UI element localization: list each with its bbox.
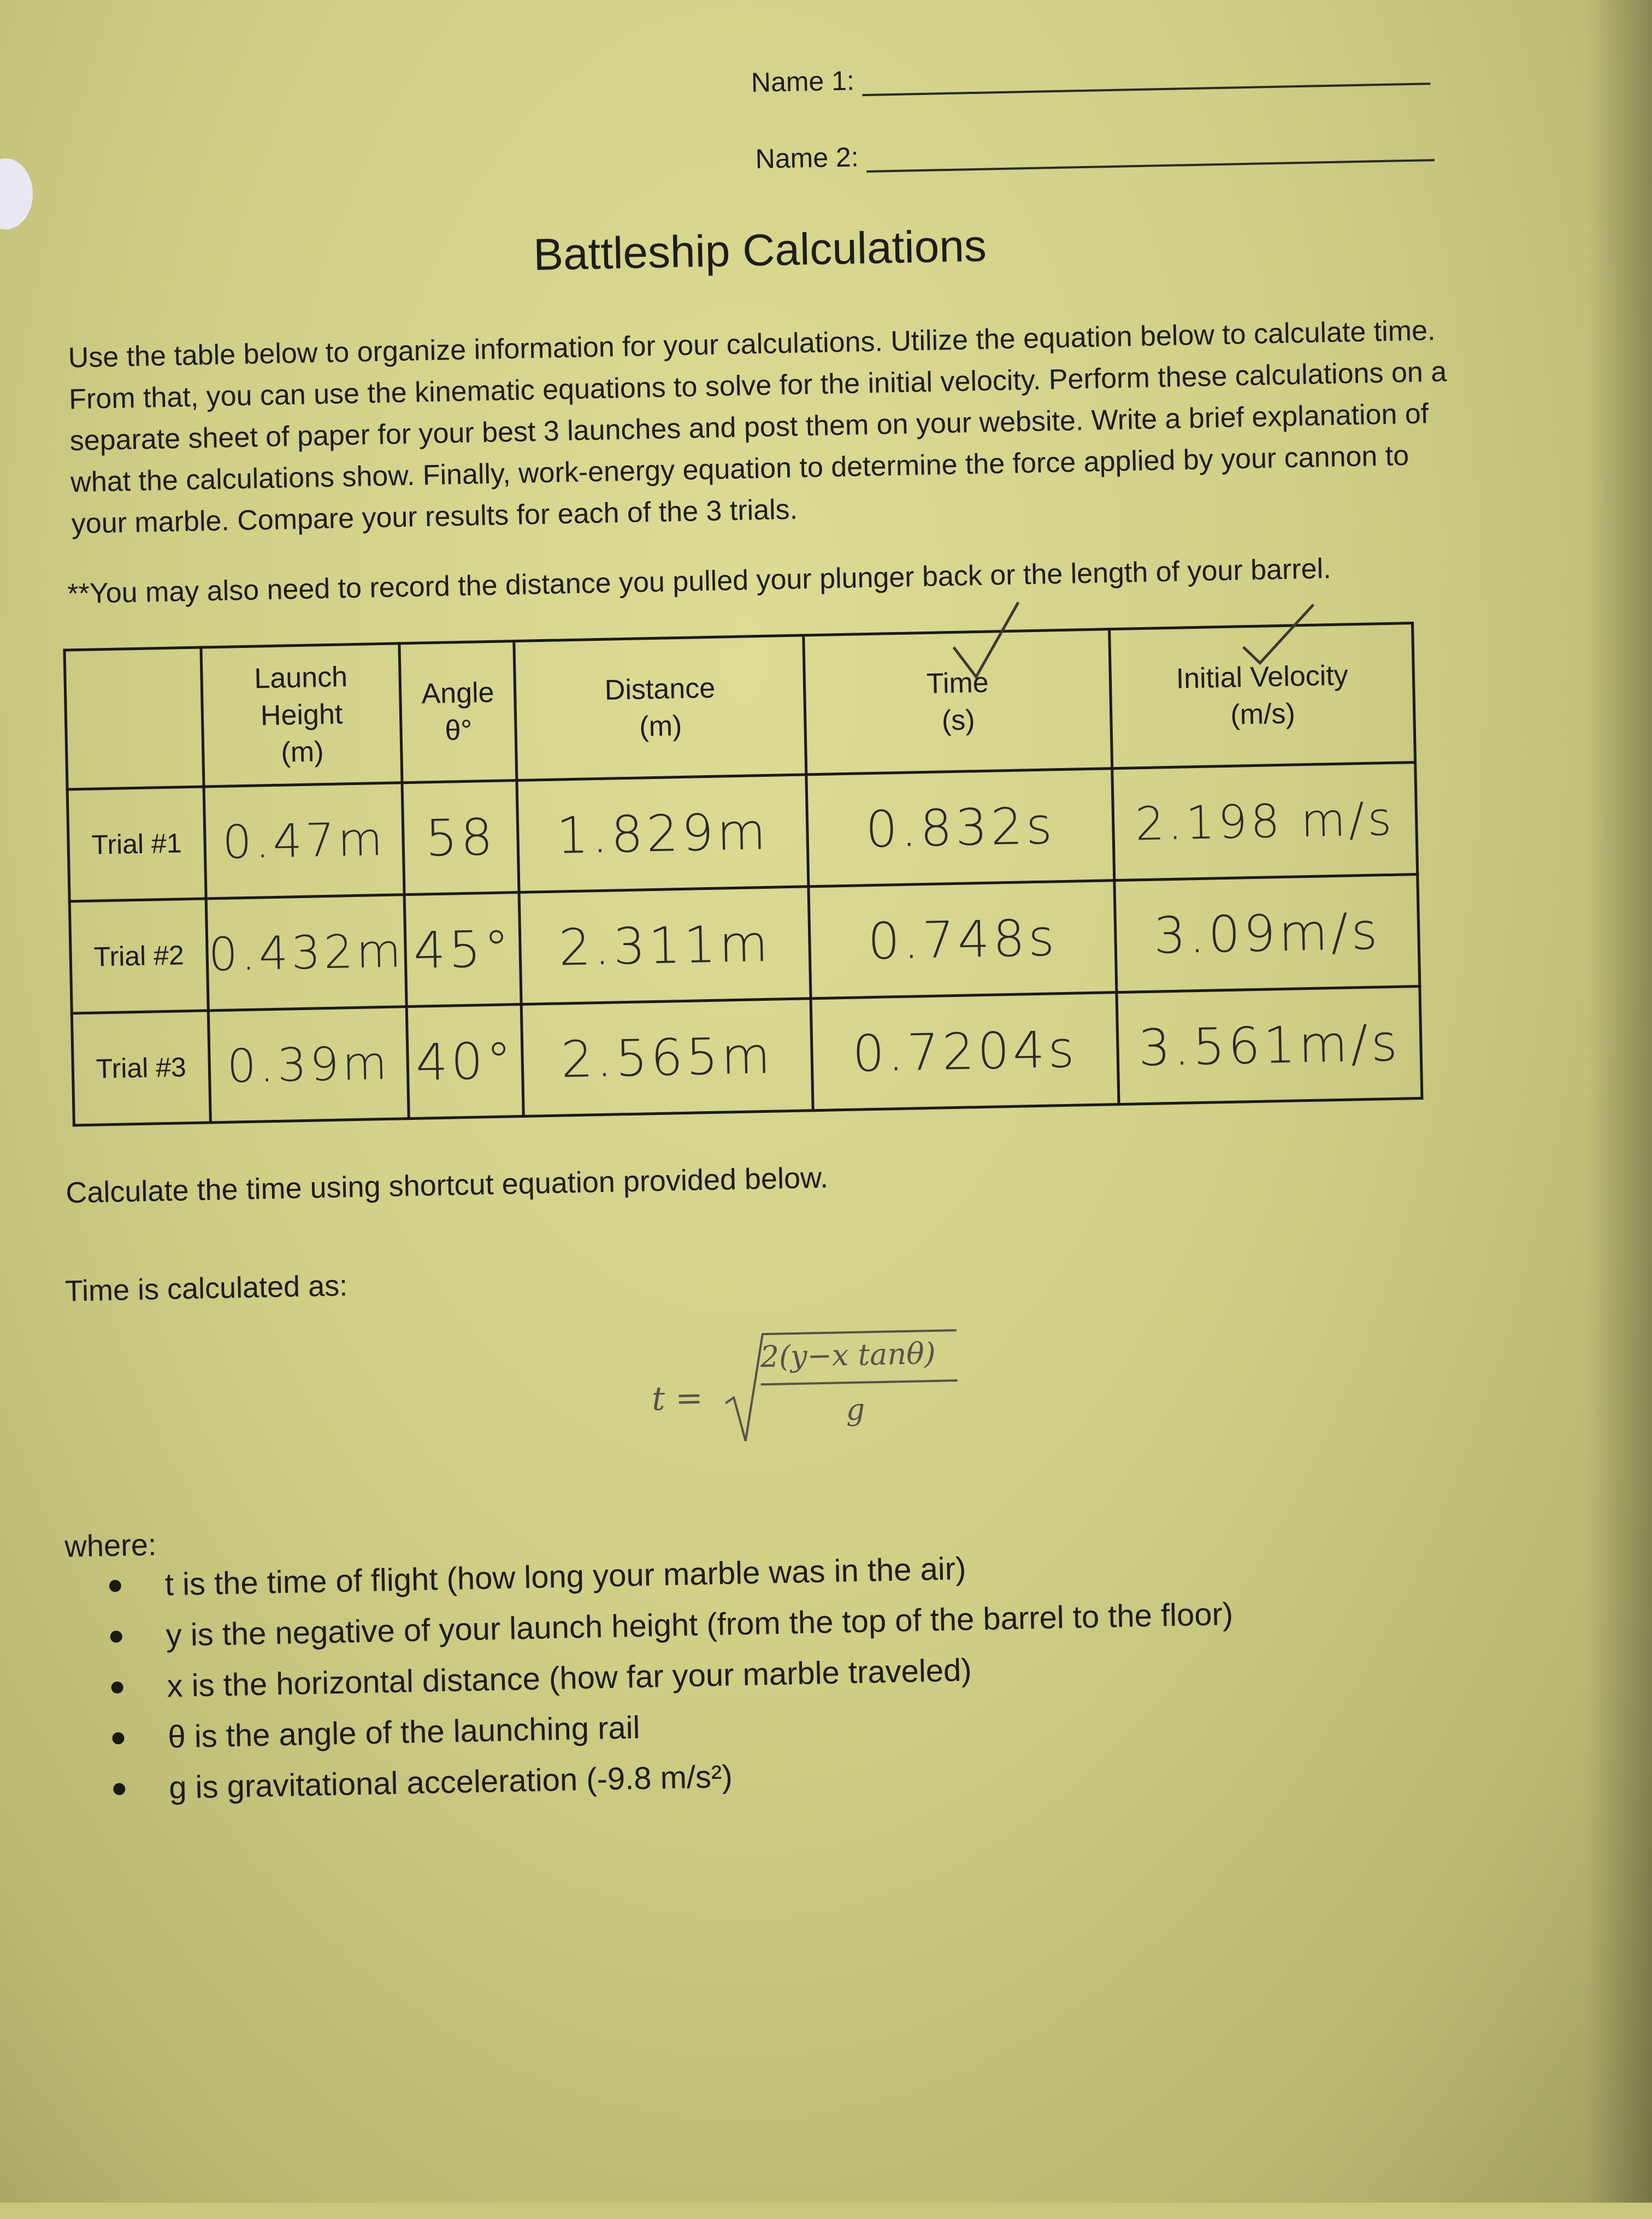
trial1-initial-velocity[interactable]: 2.198 m/s [1112, 763, 1418, 881]
bullet-icon [110, 1630, 122, 1642]
trial3-label: Trial #3 [72, 1011, 210, 1125]
trial2-angle[interactable]: 45° [404, 892, 521, 1006]
definition-g: g is gravitational acceleration (-9.8 m/s²) [168, 1758, 733, 1806]
header-launch-height-line1: Launch [253, 661, 348, 695]
trial1-label: Trial #1 [67, 787, 206, 901]
time-label: Time is calculated as: [64, 1269, 348, 1308]
definition-x: x is the horizontal distance (how far your marble traveled) [166, 1652, 972, 1704]
page-title: Battleship Calculations [533, 221, 987, 280]
header-distance-line1: Distance [604, 672, 716, 706]
header-initial-velocity-line2: (m/s) [1230, 698, 1296, 731]
header-distance-line2: (m) [639, 710, 682, 743]
calc-instruction: Calculate the time using shortcut equation provided below. [65, 1161, 829, 1209]
definition-t: t is the time of flight (how long your marble was in the air) [164, 1550, 966, 1603]
header-time-line2: (s) [941, 704, 976, 737]
header-initial-velocity-line1: Initial Velocity [1176, 659, 1349, 695]
trial2-launch-height[interactable]: 0.432m [206, 895, 406, 1011]
trial1-time[interactable]: 0.832s [806, 769, 1114, 887]
instructions-paragraph: Use the table below to organize information for your calculations. Utilize the equation below to calculate time. From that, you can use the kinematic equations to solve for the initial velocity. Perform these calculations on a separate sheet of paper for your best 3 launches and post them on your website. Write a brief explanation of what the calculations show. Finally, work-energy equation to determine the force applied by your cannon to your marble. Compare your results for each of the 3 trials. [68, 315, 1447, 540]
name1-label: Name 1: [751, 65, 855, 98]
check-marks [0, 0, 1647, 781]
header-angle-line1: Angle [421, 676, 495, 710]
trial1-launch-height[interactable]: 0.47m [204, 783, 404, 899]
definition-y: y is the negative of your launch height (from the top of the barrel to the floor) [166, 1596, 1234, 1654]
trial2-time[interactable]: 0.748s [809, 881, 1117, 999]
definitions-list [109, 1538, 1237, 1814]
bullet-icon [113, 1783, 125, 1795]
header-time-line1: Time [926, 666, 989, 700]
bullet-icon [109, 1579, 121, 1591]
trial3-initial-velocity[interactable]: 3.561m/s [1117, 986, 1422, 1104]
header-launch-height-line2: Height [260, 698, 343, 732]
formula-denominator: g [846, 1392, 865, 1427]
header-angle-line2: θ° [444, 714, 473, 747]
formula-lhs: t = [651, 1379, 704, 1419]
where-label: where: [64, 1527, 157, 1563]
trial2-initial-velocity[interactable]: 3.09m/s [1114, 874, 1420, 992]
time-check-mark-icon [953, 603, 1020, 677]
trial2-distance[interactable]: 2.311m [519, 887, 811, 1005]
trial1-angle[interactable]: 58 [402, 781, 519, 895]
formula-numerator: 2(y−x tanθ) [760, 1336, 936, 1374]
trial1-distance[interactable]: 1.829m [517, 775, 809, 893]
trial3-distance[interactable]: 2.565m [521, 999, 813, 1117]
velocity-check-mark-icon [1242, 605, 1314, 664]
time-formula [651, 1319, 992, 1451]
trial3-launch-height[interactable]: 0.39m [208, 1007, 409, 1123]
bullet-icon [111, 1681, 123, 1693]
trial3-time[interactable]: 0.7204s [811, 993, 1119, 1111]
trial2-label: Trial #2 [69, 899, 208, 1013]
trial3-angle[interactable]: 40° [407, 1004, 524, 1118]
bullet-icon [112, 1732, 124, 1744]
header-launch-height-line3: (m) [280, 736, 324, 769]
plunger-note: **You may also need to record the distance you pulled your plunger back or the length of your barrel. [67, 553, 1332, 610]
name2-label: Name 2: [755, 141, 859, 175]
definition-theta: θ is the angle of the launching rail [167, 1709, 641, 1755]
